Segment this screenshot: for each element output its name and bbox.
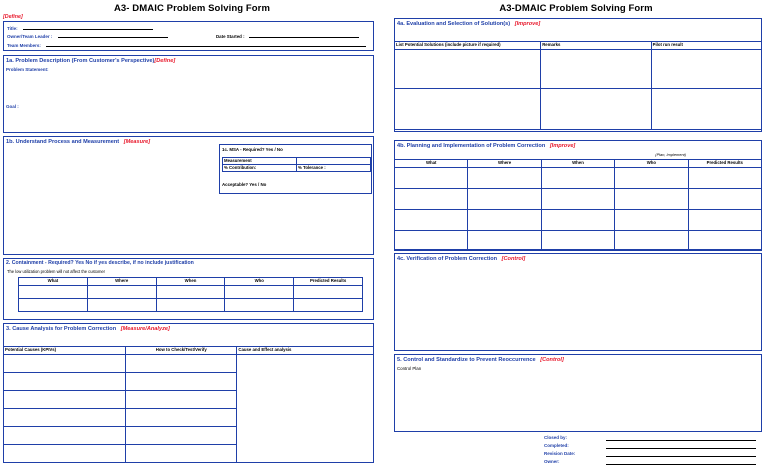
date-field-row [216,32,359,39]
table-row[interactable] [395,210,762,231]
msa-measurement-table [222,157,371,172]
section-4c-title-text: 4c. Verification of Problem Correction [397,256,498,262]
containment-table [18,277,363,312]
closed-by-label: Closed by: [544,435,568,440]
msa-measurement-row [222,157,371,172]
closed-by-input[interactable] [606,435,756,441]
control-plan-label: Control Plan [397,366,422,371]
cell[interactable] [87,299,156,312]
page-title-right: A3-DMAIC Problem Solving Form [499,3,653,14]
signoff-row-owner [544,459,764,467]
cell[interactable] [225,286,294,299]
cell[interactable] [468,210,541,231]
signoff-row-completed [544,443,764,451]
containment-col-what: What [19,278,88,286]
cell[interactable] [395,89,541,130]
section-5-box [394,354,762,432]
cell[interactable] [615,231,688,251]
cell[interactable] [19,299,88,312]
solutions-header-row [395,42,762,50]
cell[interactable] [4,409,126,427]
page-title-left: A3- DMAIC Problem Solving Form [113,3,271,14]
revision-date-input[interactable] [606,451,756,457]
cell[interactable] [395,189,468,210]
cell[interactable] [651,50,761,89]
msa-title: 1c. MSA - Required? Yes / No [222,147,283,152]
members-field-row [7,41,366,48]
section-1a-tag: [Define] [154,58,176,64]
containment-table-wrap [18,277,363,312]
section-1a-box [3,55,374,133]
cell[interactable] [541,189,614,210]
define-tag: [Define] [3,14,23,20]
cell[interactable] [294,299,363,312]
cause-col-effect: Cause and Effect analysis [237,347,374,355]
cell[interactable] [126,391,237,409]
title-input[interactable] [23,24,153,30]
solutions-col-list: List Potential Solutions (include picture if required) [395,42,541,50]
planning-col-when: When [541,160,614,168]
cell[interactable] [156,286,225,299]
section-4a-tag: [Improve] [514,21,541,27]
section-2-title: 2. Containment - Required? Yes No if yes describe, if no include justification [6,260,194,266]
cell[interactable] [688,231,761,251]
cell[interactable] [4,427,126,445]
cell[interactable] [688,168,761,189]
section-3-tag: [Measure/Analyze] [120,326,170,332]
planning-table-wrap [394,159,762,251]
members-label: Team Members: [7,43,41,48]
title-field-row [7,24,153,31]
containment-col-predicted: Predicted Results [294,278,363,286]
msa-subbox [219,144,372,194]
signoff-row-revision [544,451,764,459]
goal-label: Goal : [6,104,19,109]
section-3-box [3,323,374,463]
cell[interactable] [126,445,237,463]
cell[interactable] [225,299,294,312]
date-label: Date Started : [216,34,245,39]
completed-label: Completed: [544,443,569,448]
cell[interactable] [4,391,126,409]
section-4b-box [394,140,762,250]
cell[interactable] [541,231,614,251]
section-4c-tag: [Control] [501,256,526,262]
control-plan-canvas[interactable] [397,374,759,430]
cause-col-howcheck: How to Check/Test/Verify [126,347,237,355]
solutions-table [394,41,762,130]
cell[interactable] [395,231,468,251]
section-3-title [4,324,373,332]
cause-header-row [4,347,374,355]
cell[interactable] [19,286,88,299]
table-row[interactable] [4,355,374,373]
cell[interactable] [688,189,761,210]
section-4a-title [395,19,761,27]
section-2-note: The low utilization problem will not affect the customer [7,269,105,274]
msa-measurement-label: Measurement [223,158,297,165]
cell[interactable] [468,168,541,189]
cell[interactable] [615,210,688,231]
right-page [384,0,768,471]
goal-input[interactable] [6,111,371,131]
section-1b-title-text: 1b. Understand Process and Measurement [6,139,120,145]
msa-contribution-label: % Contribution: [223,165,297,172]
section-4c-box [394,253,762,351]
section-1b-box [3,136,374,255]
table-row[interactable] [395,89,762,130]
cell[interactable] [651,89,761,130]
cell[interactable] [688,210,761,231]
revision-date-label: Revision Date: [544,451,576,456]
section-4b-subnote: (Plan, Implement) [655,152,686,157]
cell[interactable] [395,50,541,89]
cell[interactable] [87,286,156,299]
planning-table [394,159,762,251]
cell[interactable] [541,50,651,89]
header-info-box [3,21,374,51]
section-1b-tag: [Measure] [123,139,151,145]
containment-col-who: Who [225,278,294,286]
planning-col-what: What [395,160,468,168]
cell[interactable] [541,168,614,189]
owner-signoff-input[interactable] [606,459,756,465]
process-measurement-canvas[interactable] [6,149,216,253]
section-5-title-text: 5. Control and Standardize to Prevent Reoccurrence [397,357,536,363]
section-4b-tag: [Improve] [549,143,576,149]
cell[interactable] [541,210,614,231]
containment-col-when: When [156,278,225,286]
msa-tolerance-label: % Tolerance : [297,165,371,172]
table-row[interactable] [395,50,762,89]
owner-field-row [7,32,168,39]
section-4c-title [395,254,761,262]
owner-input[interactable] [58,32,168,38]
planning-col-who: Who [615,160,688,168]
table-row[interactable] [395,168,762,189]
section-1a-title-text: 1a. Problem Description (From Customer's Perspective) [6,58,155,64]
cell[interactable] [4,355,126,373]
containment-header-row [19,278,363,286]
cell[interactable] [156,299,225,312]
cell[interactable] [395,210,468,231]
owner-signoff-label: Owner: [544,459,560,464]
msa-measurement-value[interactable] [297,158,371,165]
section-5-title [395,355,761,363]
planning-col-where: Where [468,160,541,168]
cell[interactable] [126,409,237,427]
section-4b-title-text: 4b. Planning and Implementation of Problem Correction [397,143,546,149]
cell[interactable] [4,373,126,391]
cell[interactable] [395,168,468,189]
section-4b-title [395,141,761,149]
table-row[interactable] [395,231,762,251]
cell[interactable] [615,168,688,189]
planning-header-row [395,160,762,168]
members-input[interactable] [46,41,366,47]
solutions-table-wrap [394,41,762,130]
containment-col-where: Where [87,278,156,286]
section-2-box [3,258,374,320]
solutions-col-remarks: Remarks [541,42,651,50]
completed-input[interactable] [606,443,756,449]
table-row[interactable] [19,299,363,312]
cell[interactable] [126,355,237,373]
signoff-row-closed [544,435,764,443]
problem-statement-input[interactable] [6,74,371,102]
planning-col-predicted: Predicted Results [688,160,761,168]
title-label: Title: [7,26,18,31]
problem-statement-label: Problem Statement: [6,67,49,72]
cell[interactable] [541,89,651,130]
cause-col-potential: Potential Causes (KPIVs) [4,347,126,355]
verification-canvas[interactable] [397,268,759,348]
owner-label: Owner/Team Leader : [7,34,53,39]
solutions-col-pilot: Pilot run result [651,42,761,50]
cell[interactable] [468,189,541,210]
cell[interactable] [468,231,541,251]
cause-effect-canvas[interactable] [237,355,374,463]
table-row[interactable] [19,286,363,299]
cause-analysis-table-wrap [3,346,374,463]
msa-acceptable-label: Acceptable? Yes / No [222,182,267,187]
table-row[interactable] [395,189,762,210]
cell[interactable] [615,189,688,210]
cell[interactable] [126,427,237,445]
section-5-tag: [Control] [540,357,564,363]
cause-analysis-table [3,346,374,463]
section-1a-title [4,56,373,64]
section-4a-title-text: 4a. Evaluation and Selection of Solution(s) [397,21,511,27]
cell[interactable] [4,445,126,463]
section-3-title-text: 3. Cause Analysis for Problem Correction [6,326,117,332]
signoff-block [544,435,764,467]
cell[interactable] [294,286,363,299]
date-input[interactable] [249,32,359,38]
section-4a-box [394,18,762,132]
cell[interactable] [126,373,237,391]
